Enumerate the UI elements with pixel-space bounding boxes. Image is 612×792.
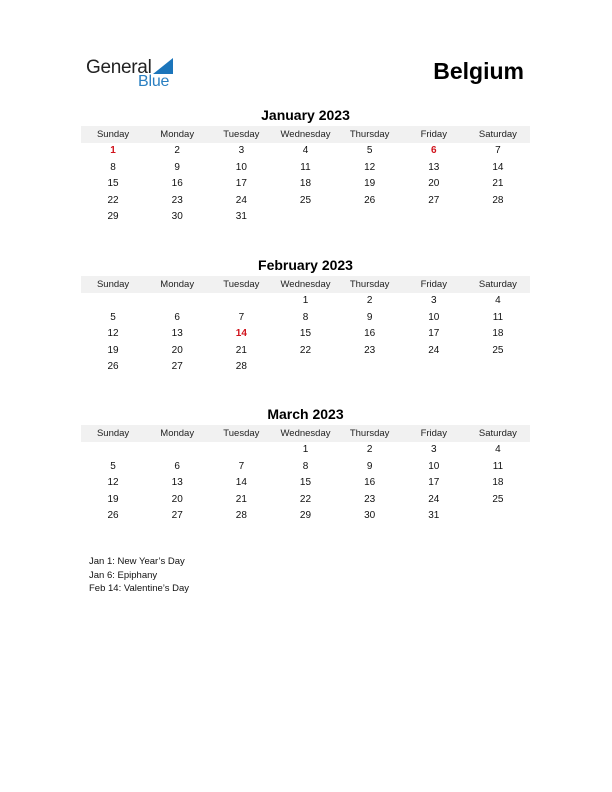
day-cell: 25: [492, 344, 504, 356]
weekday-header-row: [81, 276, 530, 293]
day-cell: 8: [302, 460, 309, 472]
country-title: Belgium: [433, 58, 524, 84]
day-cell: 6: [174, 311, 180, 323]
day-cell: 17: [235, 178, 247, 190]
day-cell: [145, 293, 209, 310]
weekday-label: Saturday: [478, 129, 517, 140]
week-row: [81, 442, 530, 459]
day-cell: 12: [107, 328, 119, 340]
week-row: [81, 209, 530, 226]
day-cell: 21: [235, 344, 247, 356]
day-cell: 18: [492, 477, 504, 489]
day-cell: 2: [366, 444, 373, 455]
day-cell: 31: [428, 510, 440, 522]
day-cell: [466, 209, 530, 226]
day-cell: 24: [428, 344, 440, 356]
day-cell: 5: [110, 460, 116, 472]
day-cell: 11: [492, 460, 504, 472]
weekday-header-row: [81, 425, 530, 442]
day-cell: 14: [235, 477, 247, 489]
day-cell: 29: [107, 211, 119, 223]
day-cell: 30: [364, 510, 376, 522]
day-cell: 19: [107, 493, 119, 505]
week-row: [81, 359, 530, 376]
week-row: [81, 160, 530, 177]
weekday-label: Tuesday: [223, 428, 260, 439]
day-cell: 18: [492, 328, 504, 340]
weekday-label: Monday: [160, 428, 195, 439]
weekday-label: Thursday: [349, 129, 390, 140]
weekday-label: Sunday: [96, 428, 130, 439]
day-cell: 4: [495, 444, 501, 455]
day-cell: 20: [171, 344, 183, 356]
day-cell: 11: [300, 161, 311, 173]
day-cell: 25: [299, 194, 312, 206]
weekday-label: Thursday: [349, 428, 390, 439]
holiday-entry: Feb 14: Valentine’s Day: [89, 583, 189, 595]
day-cell: [466, 359, 530, 376]
day-cell: 22: [107, 194, 119, 206]
weekday-label: Wednesday: [280, 279, 331, 290]
month-calendar-january: [81, 107, 530, 226]
day-cell: [145, 442, 209, 459]
day-cell: 23: [364, 344, 376, 356]
weekday-label: Tuesday: [223, 129, 260, 140]
weekday-label: Friday: [420, 129, 447, 140]
day-cell: 7: [238, 460, 245, 472]
day-cell: [81, 293, 145, 310]
day-cell: 10: [428, 460, 440, 472]
day-cell: 25: [492, 493, 504, 505]
day-cell: 10: [235, 161, 247, 173]
day-cell: [81, 442, 145, 459]
day-cell: 7: [238, 311, 245, 323]
day-cell: 27: [171, 361, 183, 373]
day-cell: 8: [302, 311, 309, 323]
holiday-day-cell: 6: [430, 145, 437, 156]
day-cell: [338, 359, 402, 376]
day-cell: 13: [428, 161, 440, 173]
week-row: [81, 326, 530, 343]
week-row: [81, 492, 530, 509]
day-cell: 4: [302, 145, 309, 156]
day-cell: 24: [235, 194, 247, 206]
day-cell: 22: [299, 344, 312, 356]
day-cell: 16: [364, 328, 376, 340]
month-calendar-february: [81, 257, 530, 376]
weekday-label: Thursday: [349, 279, 390, 290]
weekday-label: Saturday: [478, 428, 517, 439]
day-cell: 4: [495, 295, 501, 306]
day-cell: 31: [235, 211, 247, 223]
logo-text-general: General: [86, 57, 152, 78]
day-cell: 17: [428, 477, 440, 489]
day-cell: [466, 508, 530, 525]
day-cell: 28: [235, 361, 247, 373]
holiday-entry: Jan 1: New Year’s Day: [89, 556, 185, 567]
day-cell: 12: [107, 477, 119, 489]
week-row: [81, 293, 530, 310]
weekday-label: Sunday: [96, 129, 130, 140]
weekday-label: Monday: [160, 129, 195, 140]
day-cell: 7: [495, 145, 501, 156]
day-cell: 28: [492, 194, 504, 206]
day-cell: 20: [171, 493, 183, 505]
day-cell: 6: [174, 460, 180, 472]
day-cell: 9: [366, 311, 373, 323]
day-cell: 2: [366, 295, 373, 306]
weekday-label: Friday: [420, 428, 447, 439]
holiday-day-cell: 1: [110, 145, 116, 156]
day-cell: 22: [299, 493, 312, 505]
day-cell: 24: [428, 493, 440, 505]
day-cell: 3: [430, 295, 437, 306]
day-cell: 29: [299, 510, 312, 522]
weekday-label: Wednesday: [280, 129, 331, 140]
day-cell: 27: [171, 510, 183, 522]
weekday-label: Tuesday: [223, 279, 260, 290]
week-row: [81, 343, 530, 360]
day-cell: 30: [171, 211, 183, 223]
day-cell: 12: [364, 161, 376, 173]
weekday-header-row: [81, 126, 530, 143]
day-cell: 5: [366, 145, 373, 156]
month-calendar-march: [81, 406, 530, 525]
weekday-label: Sunday: [96, 279, 130, 290]
day-cell: 21: [235, 493, 247, 505]
holiday-entry: Jan 6: Epiphany: [89, 569, 158, 581]
day-cell: 20: [428, 178, 440, 190]
week-row: [81, 508, 530, 525]
logo: [86, 55, 196, 91]
day-cell: 1: [302, 295, 309, 306]
weekday-label: Monday: [160, 279, 195, 290]
day-cell: [402, 209, 466, 226]
month-title: March 2023: [267, 406, 344, 422]
day-cell: [402, 359, 466, 376]
day-cell: 21: [492, 178, 504, 190]
day-cell: 5: [110, 311, 116, 323]
day-cell: [338, 209, 402, 226]
month-title: January 2023: [261, 107, 350, 123]
day-cell: 14: [492, 161, 504, 173]
day-cell: 16: [364, 477, 376, 489]
day-cell: 8: [110, 161, 116, 173]
day-cell: 18: [299, 178, 312, 190]
day-cell: 23: [171, 194, 183, 206]
day-cell: 3: [238, 145, 245, 156]
day-cell: 26: [107, 361, 119, 373]
weekday-label: Friday: [420, 279, 447, 290]
day-cell: 11: [492, 311, 504, 323]
day-cell: 23: [364, 493, 376, 505]
day-cell: 26: [107, 510, 119, 522]
week-row: [81, 176, 530, 193]
day-cell: 19: [364, 178, 376, 190]
day-cell: 28: [235, 510, 247, 522]
day-cell: 26: [364, 194, 376, 206]
logo-text-blue: Blue: [138, 73, 170, 90]
day-cell: 15: [107, 178, 119, 190]
day-cell: 13: [171, 477, 183, 489]
day-cell: 17: [428, 328, 440, 340]
day-cell: 15: [299, 477, 312, 489]
triangle-icon: [153, 58, 173, 74]
day-cell: 15: [299, 328, 312, 340]
day-cell: 1: [302, 444, 309, 455]
week-row: [81, 193, 530, 210]
day-cell: 9: [174, 161, 180, 173]
day-cell: [209, 442, 273, 459]
day-cell: 19: [107, 344, 119, 356]
day-cell: [273, 209, 337, 226]
holiday-day-cell: 14: [235, 328, 247, 340]
day-cell: 10: [428, 311, 440, 323]
day-cell: [209, 293, 273, 310]
day-cell: 9: [366, 460, 373, 472]
day-cell: 13: [171, 328, 183, 340]
day-cell: 27: [428, 194, 440, 206]
week-row: [81, 475, 530, 492]
day-cell: [273, 359, 337, 376]
month-title: February 2023: [258, 257, 353, 273]
weekday-label: Saturday: [478, 279, 517, 290]
day-cell: 2: [174, 145, 180, 156]
day-cell: 16: [171, 178, 183, 190]
week-row: [81, 143, 530, 160]
day-cell: 3: [430, 444, 437, 455]
holiday-list: [89, 555, 189, 596]
week-row: [81, 310, 530, 327]
weekday-label: Wednesday: [280, 428, 331, 439]
week-row: [81, 459, 530, 476]
